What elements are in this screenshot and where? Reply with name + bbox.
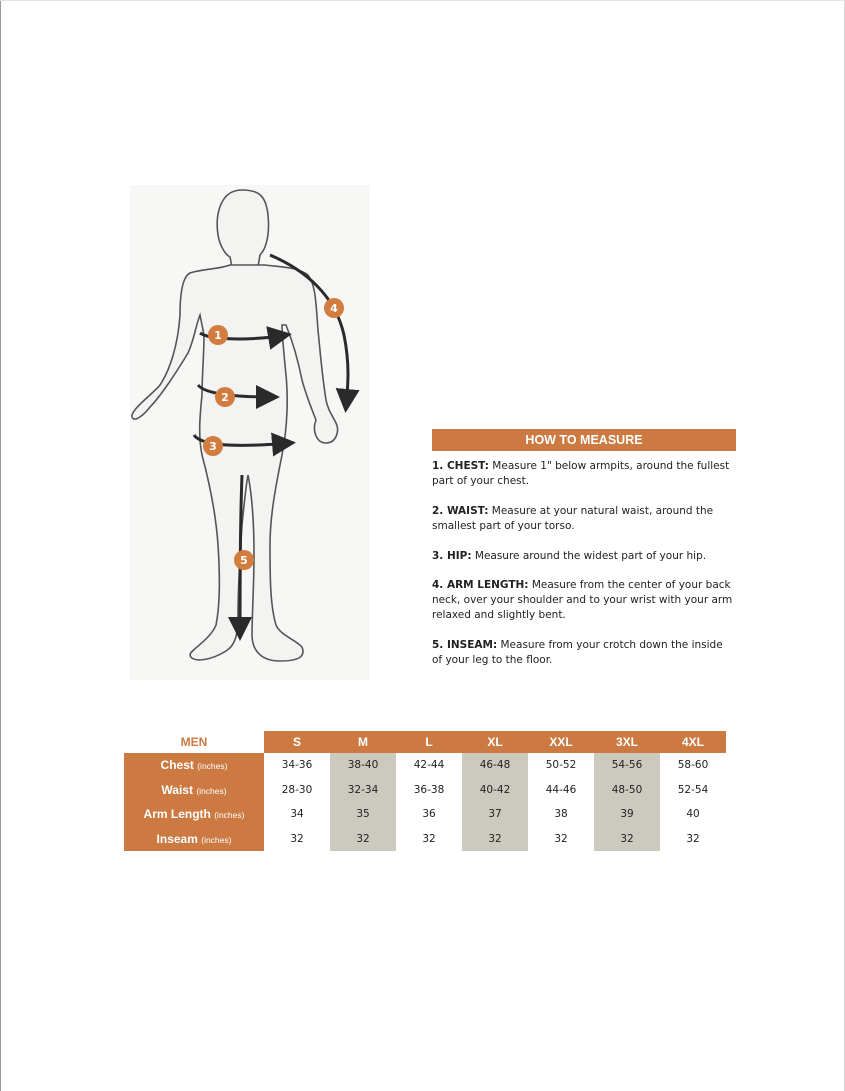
instruction-chest bbox=[432, 459, 736, 489]
size-chart bbox=[124, 731, 726, 851]
marker-5-inseam: 5 bbox=[234, 550, 254, 570]
table-row-inseam bbox=[124, 827, 726, 852]
size-header-s: S bbox=[264, 731, 330, 753]
marker-2-waist: 2 bbox=[215, 387, 235, 407]
size-header-4xl: 4XL bbox=[660, 731, 726, 753]
table-cell: 52-54 bbox=[677, 783, 709, 796]
instruction-label: 5. INSEAM: bbox=[432, 639, 498, 651]
table-row-arm-length bbox=[124, 802, 726, 827]
table-cell: 48-50 bbox=[594, 778, 660, 803]
page-edge bbox=[0, 0, 845, 1]
table-cell: 35 bbox=[330, 802, 396, 827]
table-cell: 46-48 bbox=[462, 753, 528, 778]
table-cell: 42-44 bbox=[413, 759, 445, 772]
table-cell: 54-56 bbox=[594, 753, 660, 778]
row-label-unit: (inches) bbox=[201, 834, 232, 845]
table-cell: 32-34 bbox=[330, 778, 396, 803]
row-label-name: Arm Length bbox=[143, 807, 211, 822]
marker-1-chest: 1 bbox=[208, 325, 228, 345]
table-cell: 40 bbox=[686, 808, 700, 821]
marker-4-arm-length: 4 bbox=[324, 298, 344, 318]
chart-category-label: MEN bbox=[180, 735, 208, 749]
instruction-inseam bbox=[432, 638, 736, 668]
table-cell: 44-46 bbox=[545, 783, 577, 796]
body-measurement-figure bbox=[130, 185, 370, 680]
row-label-waist bbox=[124, 778, 264, 803]
table-cell: 32 bbox=[290, 832, 304, 845]
row-label-chest bbox=[124, 753, 264, 778]
table-row-chest bbox=[124, 753, 726, 778]
row-label-name: Inseam bbox=[156, 831, 198, 846]
table-row-waist bbox=[124, 778, 726, 803]
marker-3-hip: 3 bbox=[203, 436, 223, 456]
instruction-text: Measure at your natural waist, around the smallest part of your torso. bbox=[432, 505, 714, 532]
how-to-measure-section bbox=[432, 429, 736, 668]
instruction-waist bbox=[432, 504, 736, 534]
instruction-label: 1. CHEST: bbox=[432, 460, 489, 472]
size-header-m: M bbox=[330, 731, 396, 753]
table-cell: 32 bbox=[330, 827, 396, 852]
size-header-l: L bbox=[396, 731, 462, 753]
table-cell: 34-36 bbox=[281, 759, 313, 772]
instruction-text: Measure 1" below armpits, around the fullest part of your chest. bbox=[432, 460, 730, 487]
row-label-unit: (inches) bbox=[214, 810, 245, 821]
table-cell: 36 bbox=[422, 808, 436, 821]
table-cell: 34 bbox=[290, 808, 304, 821]
row-label-unit: (inches) bbox=[197, 761, 228, 772]
table-cell: 36-38 bbox=[413, 783, 445, 796]
table-cell: 40-42 bbox=[462, 778, 528, 803]
size-header-xl: XL bbox=[462, 731, 528, 753]
row-label-inseam bbox=[124, 827, 264, 852]
instruction-label: 2. WAIST: bbox=[432, 505, 489, 517]
row-label-name: Chest bbox=[160, 758, 194, 773]
table-cell: 32 bbox=[686, 832, 700, 845]
how-to-measure-title: HOW TO MEASURE bbox=[432, 429, 736, 451]
instruction-text: Measure from the center of your back neck, over your shoulder and to your wrist with your arm relaxed and slightly bent. bbox=[432, 579, 733, 621]
row-label-arm-length bbox=[124, 802, 264, 827]
table-cell: 58-60 bbox=[677, 759, 709, 772]
size-header-row bbox=[124, 731, 726, 753]
instruction-text: Measure around the widest part of your hip. bbox=[471, 550, 707, 562]
instruction-arm-length bbox=[432, 578, 736, 623]
row-label-unit: (inches) bbox=[196, 785, 227, 796]
table-cell: 32 bbox=[462, 827, 528, 852]
table-cell: 38-40 bbox=[330, 753, 396, 778]
table-cell: 32 bbox=[554, 832, 568, 845]
size-chart-table bbox=[124, 731, 726, 851]
size-header-3xl: 3XL bbox=[594, 731, 660, 753]
table-cell: 38 bbox=[554, 808, 568, 821]
table-cell: 32 bbox=[594, 827, 660, 852]
row-label-name: Waist bbox=[161, 782, 193, 797]
instruction-label: 4. ARM LENGTH: bbox=[432, 579, 529, 591]
body-silhouette bbox=[130, 185, 370, 680]
table-cell: 37 bbox=[462, 802, 528, 827]
table-cell: 39 bbox=[594, 802, 660, 827]
instruction-hip bbox=[432, 549, 736, 564]
instruction-text: Measure from your crotch down the inside of your leg to the floor. bbox=[432, 639, 723, 666]
instruction-label: 3. HIP: bbox=[432, 550, 472, 562]
size-header-xxl: XXL bbox=[528, 731, 594, 753]
page-edge bbox=[0, 0, 1, 1091]
table-cell: 32 bbox=[422, 832, 436, 845]
table-cell: 28-30 bbox=[281, 783, 313, 796]
table-cell: 50-52 bbox=[545, 759, 577, 772]
